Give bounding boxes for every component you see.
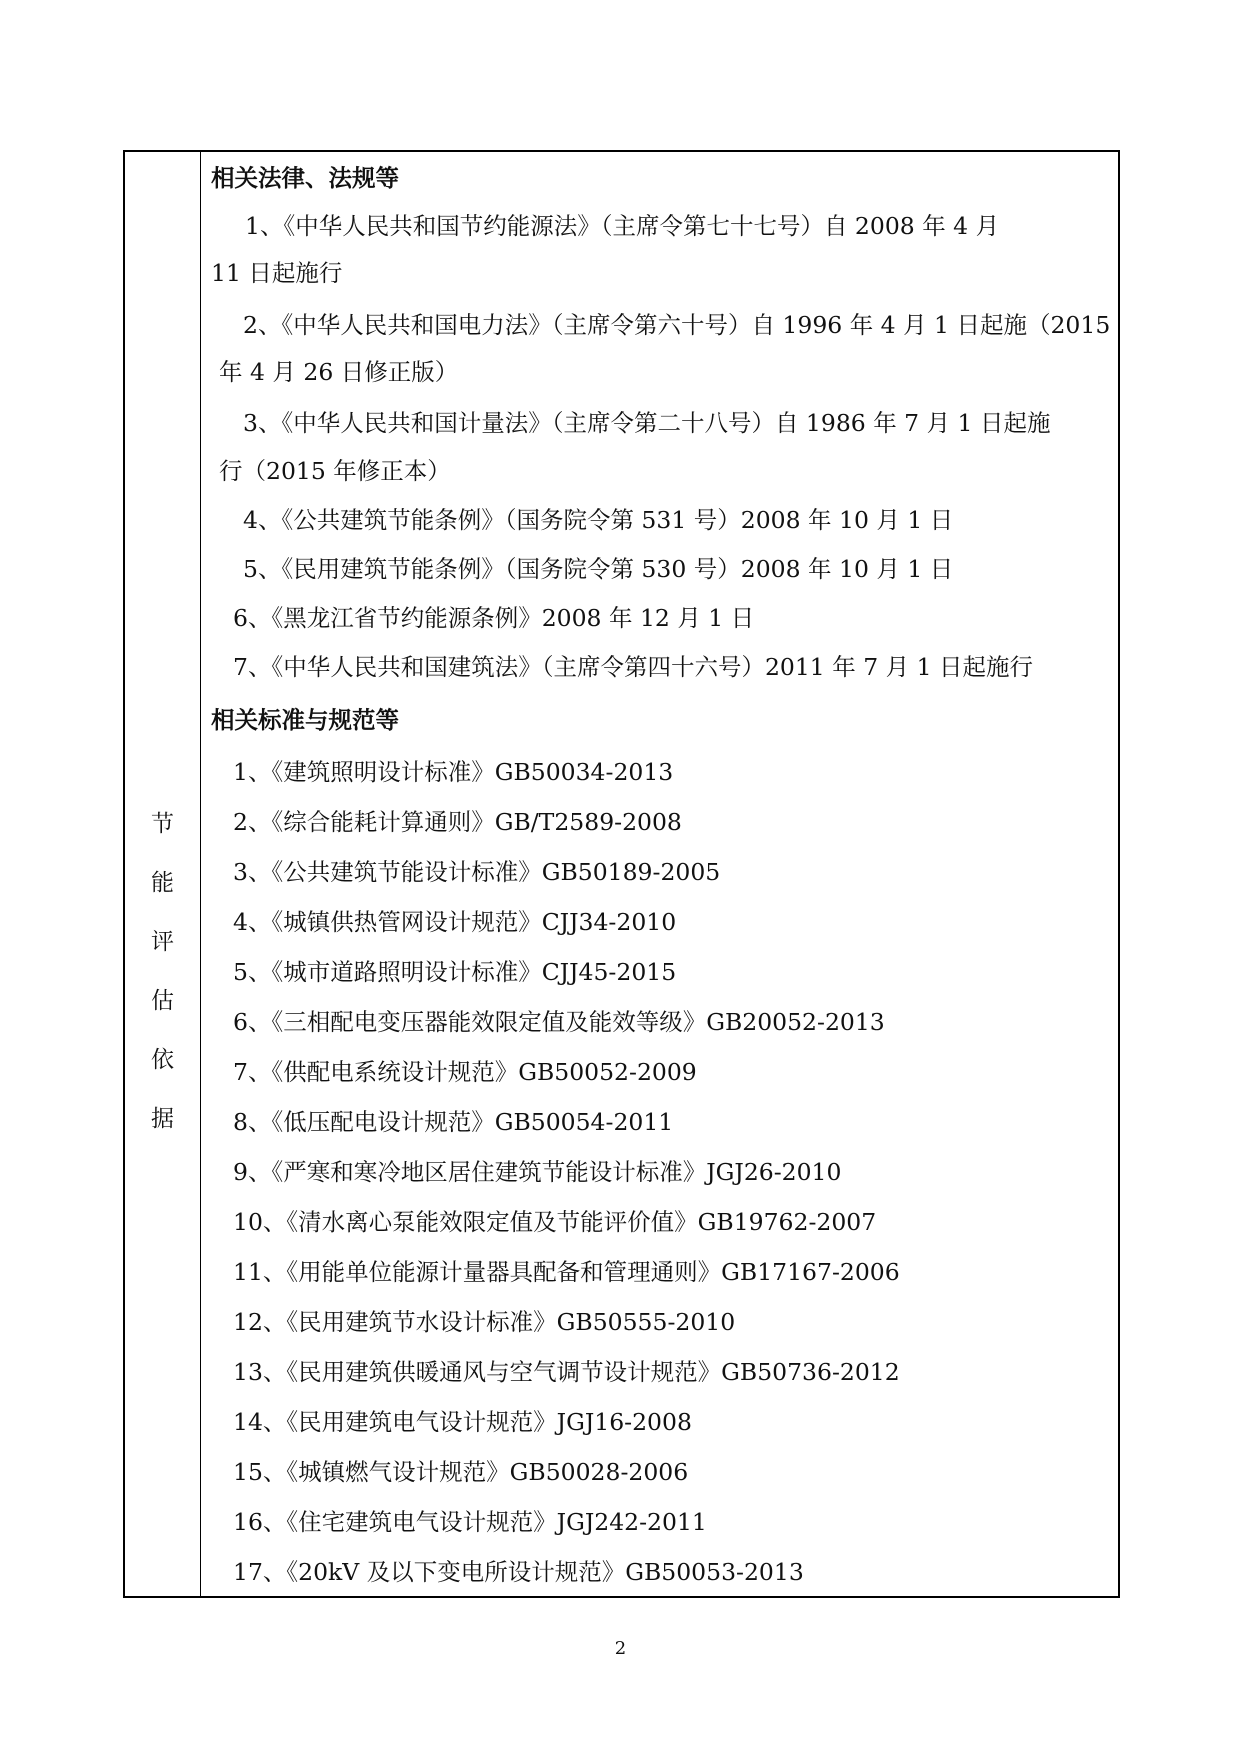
standard-item: 14、《民用建筑电气设计规范》JGJ16-2008 (233, 1408, 692, 1436)
standards-heading: 相关标准与规范等 (211, 706, 399, 734)
standard-item: 17、《20kV 及以下变电所设计规范》GB50053-2013 (233, 1558, 804, 1586)
standard-item: 5、《城市道路照明设计标准》CJJ45-2015 (233, 958, 677, 986)
standard-item: 9、《严寒和寒冷地区居住建筑节能设计标准》JGJ26-2010 (233, 1158, 842, 1186)
section-label-char: 能 (151, 870, 174, 896)
law-item: 4、《公共建筑节能条例》（国务院令第 531 号）2008 年 10 月 1 日 (243, 506, 954, 534)
standard-item: 11、《用能单位能源计量器具配备和管理通则》GB17167-2006 (233, 1258, 900, 1286)
section-label-cell (125, 152, 201, 1596)
section-label-char: 据 (151, 1106, 174, 1132)
law-item-continuation: 年 4 月 26 日修正版） (219, 358, 459, 386)
law-item: 1、《中华人民共和国节约能源法》（主席令第七十七号）自 2008 年 4 月 (245, 212, 1000, 240)
page-number: 2 (614, 1638, 627, 1659)
evaluation-basis-table (123, 150, 1120, 1598)
section-label-char: 依 (151, 1047, 174, 1073)
standard-item: 16、《住宅建筑电气设计规范》JGJ242-2011 (233, 1508, 707, 1536)
law-item: 7、《中华人民共和国建筑法》（主席令第四十六号）2011 年 7 月 1 日起施行 (233, 653, 1034, 681)
section-label-char: 节 (151, 811, 174, 837)
standard-item: 4、《城镇供热管网设计规范》CJJ34-2010 (233, 908, 677, 936)
standard-item: 15、《城镇燃气设计规范》GB50028-2006 (233, 1458, 689, 1486)
standard-item: 10、《清水离心泵能效限定值及节能评价值》GB19762-2007 (233, 1208, 877, 1236)
section-label-char: 评 (151, 929, 174, 955)
law-item: 3、《中华人民共和国计量法》（主席令第二十八号）自 1986 年 7 月 1 日起施 (243, 409, 1051, 437)
standard-item: 8、《低压配电设计规范》GB50054-2011 (233, 1108, 674, 1136)
section-label-char: 估 (151, 988, 174, 1014)
law-item: 6、《黑龙江省节约能源条例》2008 年 12 月 1 日 (233, 604, 755, 632)
section-label (125, 809, 200, 1163)
standard-item: 6、《三相配电变压器能效限定值及能效等级》GB20052-2013 (233, 1008, 885, 1036)
law-item-continuation: 行（2015 年修正本） (219, 457, 451, 485)
law-item-continuation: 11 日起施行 (211, 259, 343, 287)
law-item: 5、《民用建筑节能条例》（国务院令第 530 号）2008 年 10 月 1 日 (243, 555, 954, 583)
standard-item: 1、《建筑照明设计标准》GB50034-2013 (233, 758, 674, 786)
standard-item: 12、《民用建筑节水设计标准》GB50555-2010 (233, 1308, 736, 1336)
standard-item: 7、《供配电系统设计规范》GB50052-2009 (233, 1058, 697, 1086)
standard-item: 2、《综合能耗计算通则》GB/T2589-2008 (233, 808, 682, 836)
laws-heading: 相关法律、法规等 (211, 164, 399, 192)
law-item: 2、《中华人民共和国电力法》（主席令第六十号）自 1996 年 4 月 1 日起施（2015 (243, 311, 1111, 339)
standard-item: 3、《公共建筑节能设计标准》GB50189-2005 (233, 858, 721, 886)
content-cell (201, 152, 1118, 1596)
standard-item: 13、《民用建筑供暖通风与空气调节设计规范》GB50736-2012 (233, 1358, 900, 1386)
